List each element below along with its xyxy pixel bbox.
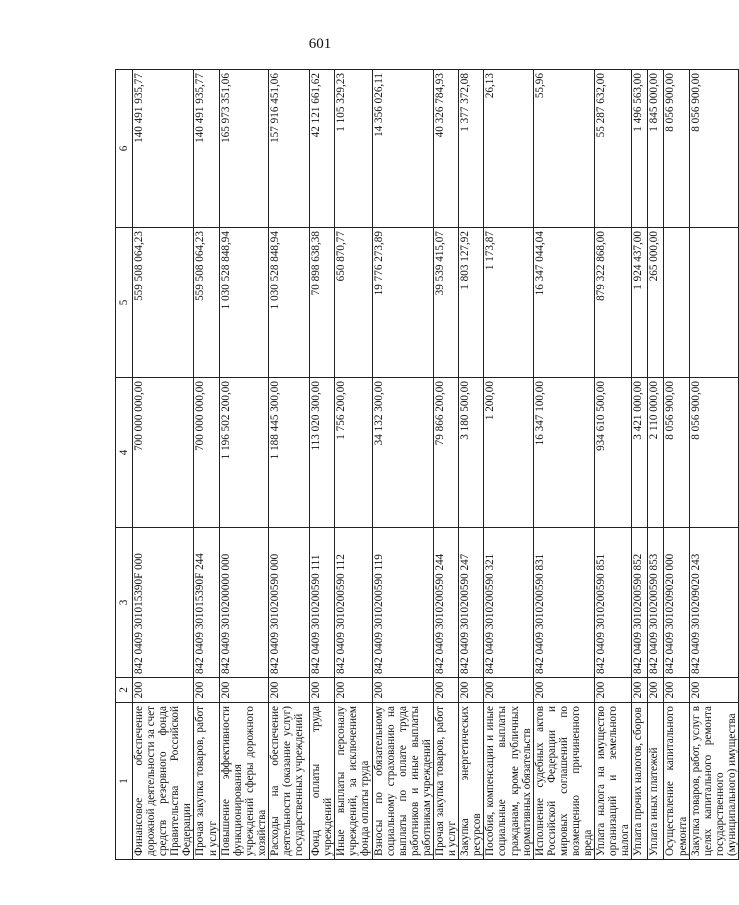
table-row bbox=[133, 70, 194, 860]
row-plan-cell: 700 000 000,00 bbox=[133, 378, 194, 528]
row-remainder-cell: 26,13 bbox=[484, 70, 533, 228]
row-executed-cell bbox=[664, 228, 689, 378]
row-plan-cell: 113 020 300,00 bbox=[310, 378, 335, 528]
row-executed-cell: 70 898 638,38 bbox=[310, 228, 335, 378]
row-kbk-cell: 842 0409 3010200590 119 bbox=[372, 528, 433, 678]
row-executed-cell bbox=[689, 228, 738, 378]
row-name-cell: Уплата прочих налогов, сборов bbox=[632, 703, 648, 860]
row-kbk-cell: 842 0409 301015390F 244 bbox=[194, 528, 219, 678]
row-plan-cell: 3 180 500,00 bbox=[459, 378, 484, 528]
row-code-cell: 200 bbox=[433, 678, 458, 703]
row-remainder-cell: 42 121 661,62 bbox=[310, 70, 335, 228]
row-name-cell: Иные выплаты персоналу учреждений, за исключением фонда оплаты труда bbox=[335, 703, 372, 860]
table-row bbox=[372, 70, 433, 860]
row-remainder-cell: 55,96 bbox=[533, 70, 594, 228]
row-name-cell: Прочая закупка товаров, работ и услуг bbox=[194, 703, 219, 860]
row-kbk-cell: 842 0409 3010209020 243 bbox=[689, 528, 738, 678]
row-code-cell: 200 bbox=[595, 678, 632, 703]
row-code-cell: 200 bbox=[533, 678, 594, 703]
row-name-cell: Фонд оплаты труда учреждений bbox=[310, 703, 335, 860]
row-plan-cell: 8 056 900,00 bbox=[689, 378, 738, 528]
table-row bbox=[310, 70, 335, 860]
table-row bbox=[433, 70, 458, 860]
row-name-cell: Финансовое обеспечение дорожной деятельности за счет средств резервного фонда Правительства Российской Федерации bbox=[133, 703, 194, 860]
row-code-cell: 200 bbox=[664, 678, 689, 703]
row-code-cell: 200 bbox=[194, 678, 219, 703]
row-executed-cell: 39 539 415,07 bbox=[433, 228, 458, 378]
row-plan-cell: 700 000 000,00 bbox=[194, 378, 219, 528]
row-name-cell: Исполнение судебных актов Российской Федерации и мировых соглашений по возмещению причиненного вреда bbox=[533, 703, 594, 860]
row-plan-cell: 1 196 502 200,00 bbox=[219, 378, 268, 528]
column-header: 5 bbox=[116, 228, 133, 378]
row-executed-cell: 19 776 273,89 bbox=[372, 228, 433, 378]
table-row bbox=[648, 70, 664, 860]
row-name-cell: Осуществление капитального ремонта bbox=[664, 703, 689, 860]
table-row bbox=[269, 70, 310, 860]
row-name-cell: Прочая закупка товаров, работ и услуг bbox=[433, 703, 458, 860]
row-code-cell: 200 bbox=[133, 678, 194, 703]
row-remainder-cell: 140 491 935,77 bbox=[194, 70, 219, 228]
row-kbk-cell: 842 0409 3010200590 831 bbox=[533, 528, 594, 678]
row-plan-cell: 34 132 300,00 bbox=[372, 378, 433, 528]
row-executed-cell: 1 803 127,92 bbox=[459, 228, 484, 378]
table-row bbox=[459, 70, 484, 860]
row-remainder-cell: 40 326 784,93 bbox=[433, 70, 458, 228]
row-executed-cell: 1 030 528 848,94 bbox=[269, 228, 310, 378]
row-name-cell: Уплата налога на имущество организаций и земельного налога bbox=[595, 703, 632, 860]
row-executed-cell: 879 322 868,00 bbox=[595, 228, 632, 378]
row-plan-cell: 1 200,00 bbox=[484, 378, 533, 528]
row-code-cell: 200 bbox=[648, 678, 664, 703]
row-executed-cell: 559 508 064,23 bbox=[194, 228, 219, 378]
row-kbk-cell: 842 0409 3010200590 321 bbox=[484, 528, 533, 678]
row-remainder-cell: 140 491 935,77 bbox=[133, 70, 194, 228]
row-name-cell: Повышение эффективности функционирования учреждений сферы дорожного хозяйства bbox=[219, 703, 268, 860]
column-header: 3 bbox=[116, 528, 133, 678]
row-name-cell: Пособия, компенсации и иные социальные выплаты гражданам, кроме публичных нормативных обязательств bbox=[484, 703, 533, 860]
table-row bbox=[219, 70, 268, 860]
row-code-cell: 200 bbox=[459, 678, 484, 703]
row-code-cell: 200 bbox=[372, 678, 433, 703]
row-kbk-cell: 842 0409 3010200590 244 bbox=[433, 528, 458, 678]
row-remainder-cell: 1 845 000,00 bbox=[648, 70, 664, 228]
row-name-cell: Закупка энергетических ресурсов bbox=[459, 703, 484, 860]
row-executed-cell: 1 924 437,00 bbox=[632, 228, 648, 378]
row-kbk-cell: 842 0409 3010200590 112 bbox=[335, 528, 372, 678]
table-row bbox=[194, 70, 219, 860]
row-kbk-cell: 842 0409 3010209020 000 bbox=[664, 528, 689, 678]
row-remainder-cell: 1 496 563,00 bbox=[632, 70, 648, 228]
row-name-cell: Закупка товаров, работ, услуг в целях капитального ремонта государственного (муниципального) имущества bbox=[689, 703, 738, 860]
row-name-cell: Уплата иных платежей bbox=[648, 703, 664, 860]
row-executed-cell: 559 508 064,23 bbox=[133, 228, 194, 378]
row-kbk-cell: 842 0409 3010200590 111 bbox=[310, 528, 335, 678]
table-header-row bbox=[116, 70, 133, 860]
table-row bbox=[664, 70, 689, 860]
row-plan-cell: 1 756 200,00 bbox=[335, 378, 372, 528]
row-code-cell: 200 bbox=[310, 678, 335, 703]
row-remainder-cell: 165 973 351,06 bbox=[219, 70, 268, 228]
rotated-table-container bbox=[115, 70, 738, 860]
column-header: 2 bbox=[116, 678, 133, 703]
row-code-cell: 200 bbox=[335, 678, 372, 703]
row-remainder-cell: 1 377 372,08 bbox=[459, 70, 484, 228]
table-row bbox=[533, 70, 594, 860]
row-executed-cell: 16 347 044,04 bbox=[533, 228, 594, 378]
row-plan-cell: 8 056 900,00 bbox=[664, 378, 689, 528]
row-executed-cell: 650 870,77 bbox=[335, 228, 372, 378]
row-kbk-cell: 842 0409 3010200590 852 bbox=[632, 528, 648, 678]
column-header: 4 bbox=[116, 378, 133, 528]
page-number: 601 bbox=[308, 36, 332, 52]
table-row bbox=[484, 70, 533, 860]
column-header: 1 bbox=[116, 703, 133, 860]
row-remainder-cell: 14 356 026,11 bbox=[372, 70, 433, 228]
table-row bbox=[595, 70, 632, 860]
row-code-cell: 200 bbox=[219, 678, 268, 703]
row-executed-cell: 1 030 528 848,94 bbox=[219, 228, 268, 378]
row-kbk-cell: 842 0409 3010200590 247 bbox=[459, 528, 484, 678]
row-plan-cell: 934 610 500,00 bbox=[595, 378, 632, 528]
row-name-cell: Взносы по обязательному социальному страхованию на выплаты по оплате труда работников и иные выплаты работникам учреждений bbox=[372, 703, 433, 860]
budget-table bbox=[115, 69, 739, 860]
row-plan-cell: 16 347 100,00 bbox=[533, 378, 594, 528]
row-code-cell: 200 bbox=[689, 678, 738, 703]
table-row bbox=[632, 70, 648, 860]
row-kbk-cell: 842 0409 3010200000 000 bbox=[219, 528, 268, 678]
table-row bbox=[689, 70, 738, 860]
row-kbk-cell: 842 0409 301015390F 000 bbox=[133, 528, 194, 678]
row-executed-cell: 1 173,87 bbox=[484, 228, 533, 378]
row-remainder-cell: 157 916 451,06 bbox=[269, 70, 310, 228]
column-header: 6 bbox=[116, 70, 133, 228]
row-plan-cell: 79 866 200,00 bbox=[433, 378, 458, 528]
row-remainder-cell: 55 287 632,00 bbox=[595, 70, 632, 228]
row-plan-cell: 1 188 445 300,00 bbox=[269, 378, 310, 528]
row-code-cell: 200 bbox=[632, 678, 648, 703]
row-remainder-cell: 8 056 900,00 bbox=[689, 70, 738, 228]
row-remainder-cell: 1 105 329,23 bbox=[335, 70, 372, 228]
row-executed-cell: 265 000,00 bbox=[648, 228, 664, 378]
row-remainder-cell: 8 056 900,00 bbox=[664, 70, 689, 228]
row-kbk-cell: 842 0409 3010200590 853 bbox=[648, 528, 664, 678]
row-kbk-cell: 842 0409 3010200590 851 bbox=[595, 528, 632, 678]
row-plan-cell: 3 421 000,00 bbox=[632, 378, 648, 528]
row-name-cell: Расходы на обеспечение деятельности (оказание услуг) государственных учреждений bbox=[269, 703, 310, 860]
row-kbk-cell: 842 0409 3010200590 000 bbox=[269, 528, 310, 678]
row-code-cell: 200 bbox=[484, 678, 533, 703]
row-plan-cell: 2 110 000,00 bbox=[648, 378, 664, 528]
row-code-cell: 200 bbox=[269, 678, 310, 703]
table-row bbox=[335, 70, 372, 860]
